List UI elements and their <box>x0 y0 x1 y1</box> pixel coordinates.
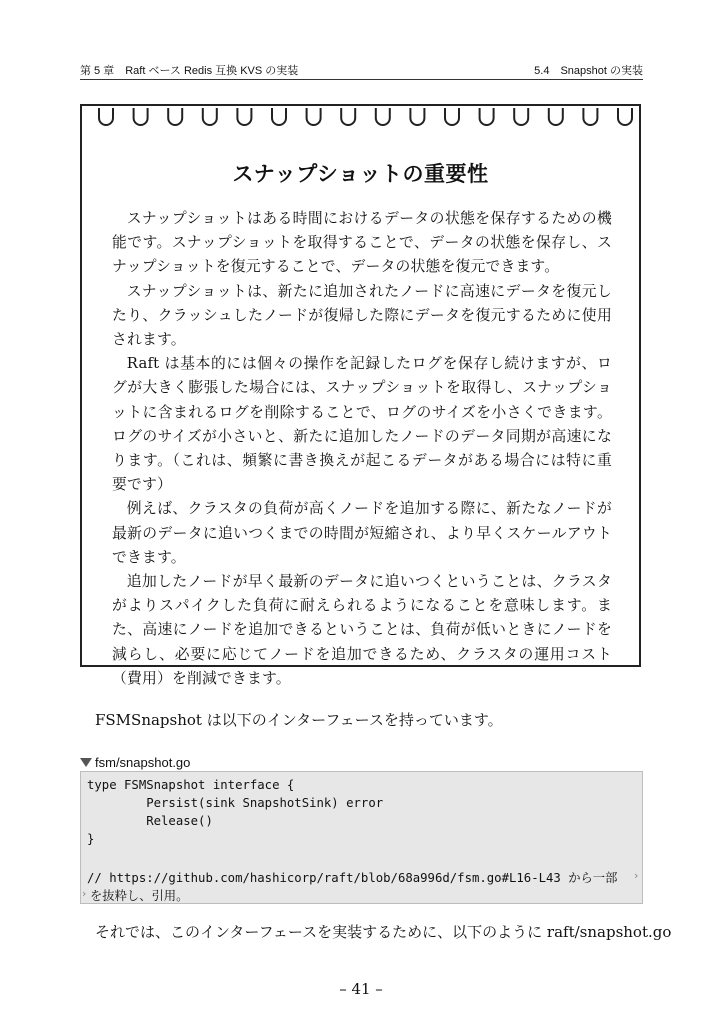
notebook-ring-icon <box>410 108 424 125</box>
column-paragraph: スナップショットは、新たに追加されたノードに高速にデータを復元したり、クラッシュしたノードが復帰した際にデータを復元するために使用されます。 <box>112 282 612 349</box>
code-block <box>80 771 643 904</box>
notebook-ring-icon <box>583 108 597 125</box>
running-header <box>80 62 643 78</box>
column-paragraph: スナップショットはある時間におけるデータの状態を保存するための機能です。スナップショットを取得することで、データの状態を保存し、スナップショットを復元することで、データの状態を復元できます。 <box>112 210 612 276</box>
code-line: を抜粋し、引用。 <box>90 889 189 903</box>
notebook-ring-icon <box>514 108 528 125</box>
column-title: スナップショットの重要性 <box>232 162 489 186</box>
notebook-rings-icon <box>82 106 643 142</box>
code-caption <box>80 755 190 770</box>
code-line: // https://github.com/hashicorp/raft/blob/68a996d/fsm.go#L16-L43 から一部 <box>87 871 618 885</box>
notebook-ring-icon <box>480 108 494 125</box>
notebook-ring-icon <box>376 108 390 125</box>
notebook-ring-icon <box>168 108 182 125</box>
notebook-ring-icon <box>307 108 321 125</box>
notebook-ring-icon <box>341 108 355 125</box>
column-paragraph: Raft は基本的には個々の操作を記録したログを保存し続けますが、ログが大きく膨張した場合には、スナップショットを取得し、スナップショットに含まれるログを削除することで、ログのサイズを小さくできます。ログのサイズが小さいと、新たに追加したノードのデータ同期が高速になります。（これは、頻繁に書き換えが起こるデータがある場合には特に重要です） <box>112 355 612 494</box>
notebook-ring-icon <box>618 108 632 125</box>
body-paragraph: FSMSnapshot は以下のインターフェースを持っています。 <box>95 711 503 729</box>
notebook-ring-icon <box>237 108 251 125</box>
column-paragraph: 追加したノードが早く最新のデータに追いつくということは、クラスタがよりスパイクした負荷に耐えられるようになることを意味します。また、高速にノードを追加できるということは、負荷が低いときにノードを減らし、必要に応じてノードを追加できるため、クラスタの運用コスト（費用）を削減できます。 <box>112 573 612 687</box>
header-rule <box>80 79 643 80</box>
body-paragraph: それでは、このインターフェースを実装するために、以下のように raft/snapshot.go <box>95 923 672 941</box>
code-line: Persist(sink SnapshotSink) error <box>87 796 384 810</box>
notebook-ring-icon <box>99 108 113 125</box>
notebook-ring-icon <box>445 108 459 125</box>
chapter-title: 第 5 章 Raft ベース Redis 互換 KVS の実装 <box>80 65 299 77</box>
collapse-triangle-icon <box>80 758 92 767</box>
notebook-column-box <box>80 104 641 687</box>
code-line: Release() <box>87 814 213 828</box>
line-wrap-icon: › <box>634 869 639 882</box>
code-line: } <box>87 832 95 846</box>
line-wrap-icon: › <box>82 887 87 900</box>
code-line: type FSMSnapshot interface { <box>87 778 295 792</box>
column-body <box>112 207 612 691</box>
page-number: – 41 – <box>339 980 383 998</box>
section-title: 5.4 Snapshot の実装 <box>534 65 643 77</box>
column-paragraph: 例えば、クラスタの負荷が高くノードを追加する際に、新たなノードが最新のデータに追いつくまでの時間が短縮され、より早くスケールアウトできます。 <box>112 500 612 566</box>
notebook-ring-icon <box>549 108 563 125</box>
notebook-ring-icon <box>134 108 148 125</box>
code-filename: fsm/snapshot.go <box>95 755 191 770</box>
notebook-ring-icon <box>272 108 286 125</box>
notebook-ring-icon <box>203 108 217 125</box>
